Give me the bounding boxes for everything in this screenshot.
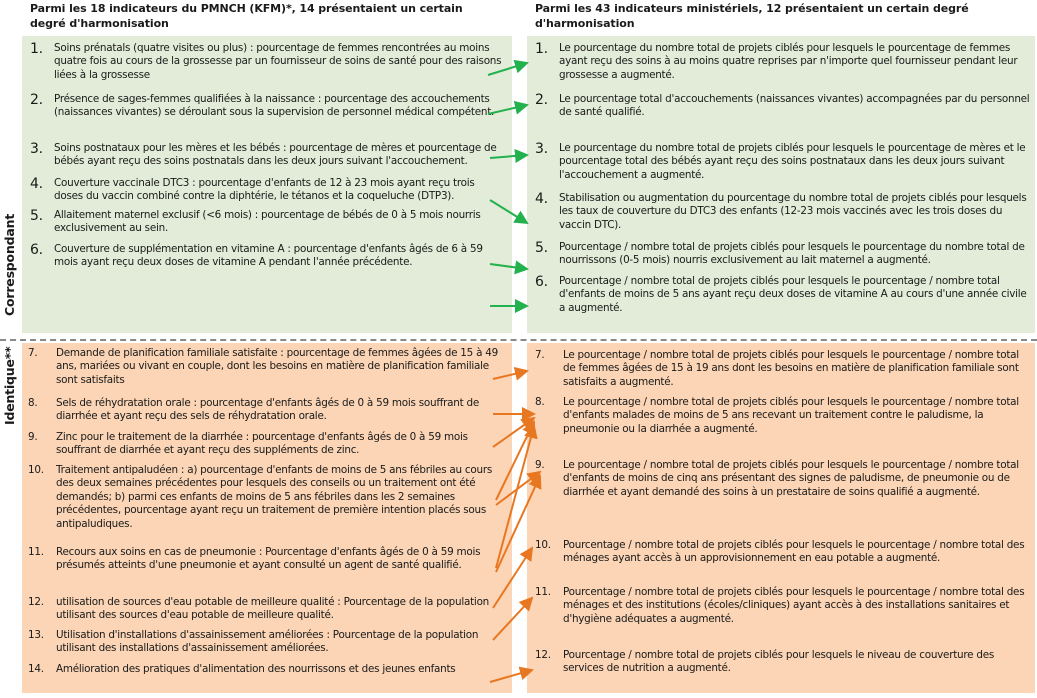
orange-arrows [490,371,540,682]
indicator-number: 6. [30,242,43,258]
indicator-text: Traitement antipaludéen : a) pourcentage d'enfants de moins de 5 ans fébriles au cours des deux semaines précédentes pour lesquels des conseils ou un traitement ont été demandés; b) parmi ces enfants de moins de 5 ans fébriles dans les 2 semaines précédentes, pourcentage ayant reçu un traitement de première intention placés sous antipaludiques. [56,464,493,530]
indicator-text: Amélioration des pratiques d'alimentation des nourrissons et des jeunes enfants [56,663,456,675]
indicator-text: Utilisation d'installations d'assainissement améliorées : Pourcentage de la population utilisant des installations d'assainissement améliorées. [56,629,479,655]
indicator-number: 6. [535,274,548,290]
indicator-text: Le pourcentage total d'accouchements (naissances vivantes) accompagnées par du personnel de santé qualifié. [559,93,1030,119]
indicator-number: 3. [535,141,548,157]
indicator-number: 7. [28,347,38,359]
indicator-number: 10. [535,539,551,551]
indicator-text: Le pourcentage / nombre total de projets ciblés pour lesquels le pourcentage / nombre total d'enfants de moins de cinq ans présentant des signes de paludisme, de pneumonie ou de diarrhée et ayant demandé des soins à un prestataire de soins qualifié a augmenté. [563,459,1019,498]
indicator-text: Le pourcentage du nombre total de projets ciblés pour lesquels le pourcentage de mères et le pourcentage total des bébés ayant reçu des soins postnataux dans les deux jours suivant l'accouchement a augmenté. [559,142,1026,181]
indicator-text: Allaitement maternel exclusif (<6 mois) : pourcentage de bébés de 0 à 5 mois nourris exclusivement au sein. [54,209,481,235]
indicator-number: 13. [28,629,44,641]
indicator-number: 4. [30,176,43,192]
indicator-text: Soins prénatals (quatre visites ou plus) : pourcentage de femmes rencontrées au moins quatre fois au cours de la grossesse par un fournisseur de soins de santé pour des raisons liées à la grossesse [54,42,502,81]
indicator-text: Sels de réhydratation orale : pourcentage d'enfants âgés de 0 à 59 mois souffrant de diarrhée et ayant reçu des sels de réhydratation orale. [56,397,479,423]
arrow-5-to-5 [490,264,527,269]
arrow-7-to-7 [493,371,527,379]
indicator-number: 2. [535,92,548,108]
indicator-text: Recours aux soins en cas de pneumonie : Pourcentage d'enfants âgés de 0 à 59 mois présumés atteints d'une pneumonie et ayant consulté un agent de santé qualifié. [56,546,481,572]
indicator-number: 5. [30,208,43,224]
arrow-3-to-3 [490,155,527,158]
indicator-text: Stabilisation ou augmentation du pourcentage du nombre total de projets ciblés pour lesquels les taux de couverture du DTC3 des enfants (12-23 mois vaccinés avec les trois doses du vaccin DTC). [559,192,1027,231]
indicator-number: 8. [28,397,38,409]
correspondant-label: Correspondant [2,213,17,316]
indicator-text: Pourcentage / nombre total de projets ciblés pour lesquels le pourcentage / nombre total des ménages et des institutions (écoles/cliniques) ayant accès à des installations sanitaires et d'hygiène adéquates a augmenté. [563,586,1025,625]
indicator-number: 4. [535,191,548,207]
indicator-number: 1. [535,41,548,57]
arrow-4-to-4 [490,200,527,223]
indicator-text: Le pourcentage du nombre total de projets ciblés pour lesquels le pourcentage de femmes ayant reçu des soins à au moins quatre reprises par n'importe quel fournisseur pendant leur grossesse a augmenté. [559,42,1018,81]
right-column-header: Parmi les 43 indicateurs ministériels, 12 présentaient un certain degré d'harmonisation [535,2,969,30]
arrow-14-to-12 [490,670,532,682]
indicator-number: 9. [535,459,545,471]
identique-label: Identique** [2,346,17,425]
indicator-text: Pourcentage / nombre total de projets ciblés pour lesquels le niveau de couverture des services de nutrition a augmenté. [563,649,995,675]
indicator-text: Présence de sages-femmes qualifiées à la naissance : pourcentage des accouchements (naissances vivantes) se déroulant sous la supervision de personnel médical compétent. [54,93,495,119]
arrow-11-to-8 [496,426,534,568]
indicator-number: 8. [535,396,545,408]
arrow-13-to-11 [493,598,532,640]
arrow-11-to-9 [496,476,540,572]
green-arrows [488,63,527,306]
indicator-number: 9. [28,431,38,443]
indicator-text: Le pourcentage / nombre total de projets ciblés pour lesquels le pourcentage / nombre total d'enfants malades de moins de 5 ans recevant un traitement contre le paludisme, la pneumonie ou la diarrhée a augmenté. [563,396,1019,435]
indicator-text: Pourcentage / nombre total de projets ciblés pour lesquels le pourcentage du nombre total de nourrissons (0-5 mois) nourris exclusivement au lait maternel a augmenté. [559,241,1025,267]
indicator-number: 11. [535,586,551,598]
indicator-number: 5. [535,240,548,256]
indicator-number: 11. [28,546,44,558]
indicator-text: Zinc pour le traitement de la diarrhée : pourcentage d'enfants âgés de 0 à 59 mois souffrant de diarrhée et ayant reçu des suppléments de zinc. [56,431,468,457]
indicator-text: Demande de planification familiale satisfaite : pourcentage de femmes âgées de 15 à 49 ans, mariées ou vivant en couple, dont les besoins en matière de planification familiale sont satisfaits [56,347,498,386]
indicator-number: 3. [30,141,43,157]
arrow-10-to-8 [496,422,534,500]
arrow-2-to-2 [488,105,527,114]
left-column-header: Parmi les 18 indicateurs du PMNCH (KFM)*, 14 présentaient un certain degré d'harmonisation [30,2,463,30]
indicator-number: 10. [28,464,44,476]
indicator-text: Couverture vaccinale DTC3 : pourcentage d'enfants de 12 à 23 mois ayant reçu trois doses du vaccin combiné contre la diphtérie, le tétanos et la coqueluche (DTP3). [54,177,475,203]
indicator-text: Couverture de supplémentation en vitamine A : pourcentage d'enfants âgés de 6 à 59 mois ayant reçu deux doses de vitamine A pendant l'année précédente. [54,243,483,269]
indicator-number: 2. [30,92,43,108]
indicator-text: Le pourcentage / nombre total de projets ciblés pour lesquels le pourcentage / nombre total de femmes âgées de 15 à 19 ans dont les besoins en matière de planification familiale sont satisfaits a augmenté. [563,349,1019,388]
arrow-1-to-1 [488,63,527,75]
indicator-text: Pourcentage / nombre total de projets ciblés pour lesquels le pourcentage / nombre total des ménages ayant accès à un approvisionnement en eau potable a augmenté. [563,539,1025,565]
indicator-number: 7. [535,349,545,361]
indicator-text: Pourcentage / nombre total de projets ciblés pour lesquels le pourcentage / nombre total d'enfants de moins de 5 ans ayant reçu deux doses de vitamine A au cours d'une année civile a augmenté. [559,275,1027,314]
indicator-number: 12. [28,596,44,608]
indicator-text: Soins postnataux pour les mères et les bébés : pourcentage de mères et pourcentage de bébés ayant reçu des soins postnatals dans les deux jours suivant l'accouchement. [54,142,497,168]
indicator-number: 14. [28,663,44,675]
indicator-text: utilisation de sources d'eau potable de meilleure qualité : Pourcentage de la population utilisant des sources d'eau potable de meilleure qualité. [56,596,490,622]
indicator-number: 1. [30,41,43,57]
indicator-number: 12. [535,649,551,661]
